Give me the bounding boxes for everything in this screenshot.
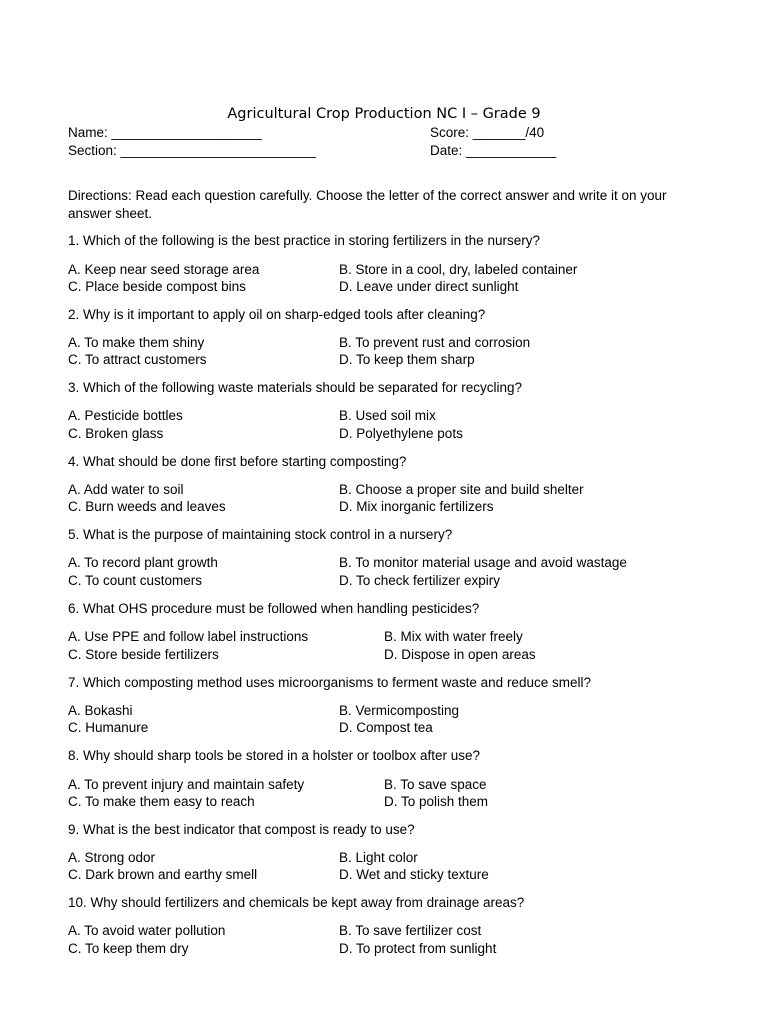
question-7-option-b: B. Vermicomposting [339, 703, 460, 718]
question-1-option-b: B. Store in a cool, dry, labeled container [339, 262, 578, 277]
question-4: 4. What should be done first before starting composting? [68, 454, 407, 469]
question-2-option-b: B. To prevent rust and corrosion [339, 335, 531, 350]
question-5-option-c: C. To count customers [68, 573, 203, 588]
question-5-option-a: A. To record plant growth [68, 555, 218, 570]
worksheet-title: Agricultural Crop Production NC I – Grade 9 [227, 106, 541, 122]
score-field: Score: _______/40 [430, 125, 545, 140]
question-6-option-d: D. Dispose in open areas [384, 647, 536, 662]
question-3: 3. Which of the following waste materials should be separated for recycling? [68, 380, 522, 395]
question-7: 7. Which composting method uses microorganisms to ferment waste and reduce smell? [68, 675, 591, 690]
question-4-option-a: A. Add water to soil [68, 482, 184, 497]
question-6: 6. What OHS procedure must be followed when handling pesticides? [68, 601, 480, 616]
question-6-option-c: C. Store beside fertilizers [68, 647, 219, 662]
question-9-option-c: C. Dark brown and earthy smell [68, 867, 258, 882]
question-5-option-d: D. To check fertilizer expiry [339, 573, 501, 588]
question-2: 2. Why is it important to apply oil on sharp-edged tools after cleaning? [68, 307, 486, 322]
question-6-option-a: A. Use PPE and follow label instructions [68, 629, 309, 644]
section-field: Section: __________________________ [68, 143, 316, 158]
question-1: 1. Which of the following is the best practice in storing fertilizers in the nursery? [68, 233, 540, 248]
question-1-option-a: A. Keep near seed storage area [68, 262, 260, 277]
directions-text: Directions: Read each question carefully. Choose the letter of the correct answer and write it on your answer sheet. [68, 188, 667, 221]
question-9-option-d: D. Wet and sticky texture [339, 867, 489, 882]
question-3-option-b: B. Used soil mix [339, 408, 436, 423]
question-8-option-d: D. To polish them [384, 794, 489, 809]
question-4-option-d: D. Mix inorganic fertilizers [339, 499, 494, 514]
question-2-option-d: D. To keep them sharp [339, 352, 475, 367]
question-7-option-c: C. Humanure [68, 720, 149, 735]
question-2-option-c: C. To attract customers [68, 352, 207, 367]
question-10-option-b: B. To save fertilizer cost [339, 923, 482, 938]
question-10-option-a: A. To avoid water pollution [68, 923, 226, 938]
question-5: 5. What is the purpose of maintaining stock control in a nursery? [68, 527, 453, 542]
question-9-option-a: A. Strong odor [68, 850, 156, 865]
question-8-option-c: C. To make them easy to reach [68, 794, 255, 809]
question-9-option-b: B. Light color [339, 850, 418, 865]
name-field: Name: ____________________ [68, 125, 262, 140]
question-7-option-d: D. Compost tea [339, 720, 433, 735]
question-8-option-a: A. To prevent injury and maintain safety [68, 777, 305, 792]
question-3-option-a: A. Pesticide bottles [68, 408, 183, 423]
question-10-option-c: C. To keep them dry [68, 941, 189, 956]
date-field: Date: ____________ [430, 143, 557, 158]
question-7-option-a: A. Bokashi [68, 703, 133, 718]
question-3-option-c: C. Broken glass [68, 426, 164, 441]
question-5-option-b: B. To monitor material usage and avoid wastage [339, 555, 627, 570]
question-10: 10. Why should fertilizers and chemicals be kept away from drainage areas? [68, 895, 525, 910]
question-4-option-b: B. Choose a proper site and build shelter [339, 482, 584, 497]
question-4-option-c: C. Burn weeds and leaves [68, 499, 226, 514]
question-10-option-d: D. To protect from sunlight [339, 941, 497, 956]
question-9: 9. What is the best indicator that compost is ready to use? [68, 822, 415, 837]
question-2-option-a: A. To make them shiny [68, 335, 205, 350]
question-8-option-b: B. To save space [384, 777, 487, 792]
question-1-option-d: D. Leave under direct sunlight [339, 279, 519, 294]
question-6-option-b: B. Mix with water freely [384, 629, 523, 644]
question-8: 8. Why should sharp tools be stored in a holster or toolbox after use? [68, 748, 480, 763]
question-3-option-d: D. Polyethylene pots [339, 426, 463, 441]
question-1-option-c: C. Place beside compost bins [68, 279, 246, 294]
